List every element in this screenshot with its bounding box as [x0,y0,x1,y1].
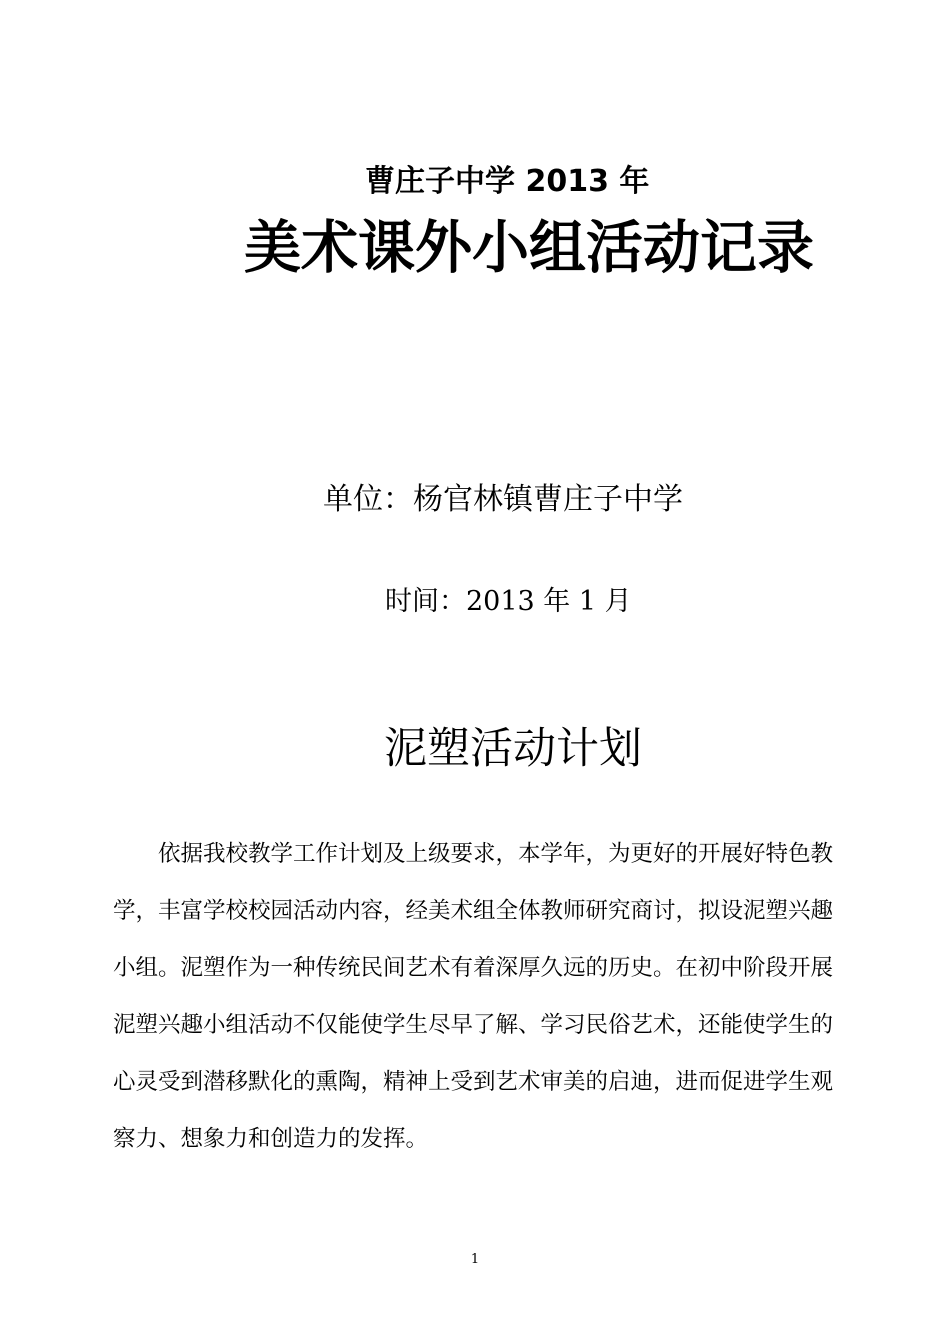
body-line: 学，丰富学校校园活动内容，经美术组全体教师研究商讨，拟设泥塑兴趣 [113,898,834,924]
page-number: 1 [470,1252,480,1267]
unit-line: 单位：杨官林镇曹庄子中学 [323,482,683,517]
document-subtitle: 曹庄子中学 2013 年 [365,164,650,199]
body-line: 小组。泥塑作为一种传统民间艺术有着深厚久远的历史。在初中阶段开展 [113,955,834,981]
body-line: 泥塑兴趣小组活动不仅能使学生尽早了解、学习民俗艺术，还能使学生的 [113,1012,834,1038]
date-line: 时间：2013 年 1 月 [385,586,632,617]
body-line: 心灵受到潜移默化的熏陶，精神上受到艺术审美的启迪，进而促进学生观 [113,1069,834,1095]
body-paragraph [113,826,834,1168]
body-line: 依据我校教学工作计划及上级要求，本学年，为更好的开展好特色教 [113,841,834,867]
body-line: 察力、想象力和创造力的发挥。 [113,1126,429,1152]
section-title: 泥塑活动计划 [384,724,642,774]
document-title: 美术课外小组活动记录 [244,215,814,281]
